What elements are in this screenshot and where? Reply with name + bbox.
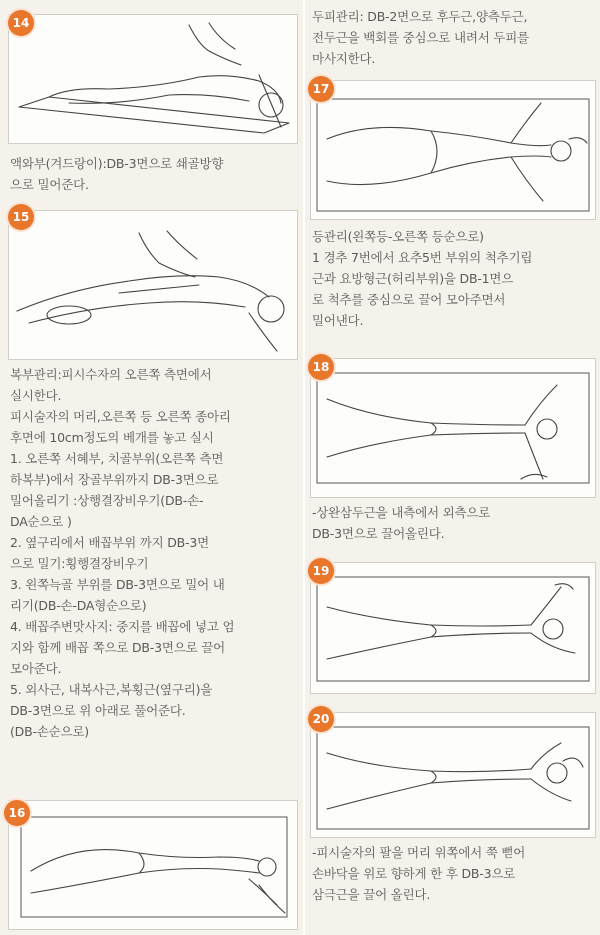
step-15-line: 1. 오른쪽 서혜부, 치골부위(오른쪽 측면 bbox=[10, 451, 224, 466]
axilla-massage-drawing bbox=[9, 15, 297, 143]
step-15-line: (DB-손순으로) bbox=[10, 724, 89, 739]
step-18-text bbox=[312, 502, 490, 544]
step-20-text bbox=[312, 842, 525, 905]
step-15-line: 2. 옆구리에서 배꼽부위 까지 DB-3면 bbox=[10, 535, 209, 550]
column-divider bbox=[303, 0, 305, 935]
step-15-line: 으로 밀기:횡행결장비우기 bbox=[10, 556, 149, 571]
step-15-line: 복부관리:피시수자의 오른쪽 측면에서 bbox=[10, 367, 212, 382]
step-badge-15: 15 bbox=[8, 204, 34, 230]
step-17-line: 등관리(왼쪽등-오른쪽 등순으로) bbox=[312, 229, 484, 244]
step-17-line: 1 경추 7번에서 요추5번 부위의 척추기립 bbox=[312, 250, 533, 265]
step-14-line: 액와부(겨드랑이):DB-3면으로 쇄골방향 bbox=[10, 156, 224, 171]
step-17-line: 로 척추를 중심으로 끌어 모아주면서 bbox=[312, 292, 506, 307]
scalp-care-line: 두피관리: DB-2면으로 후두근,양측두근, bbox=[312, 9, 528, 24]
step-18-line: DB-3면으로 끌어올린다. bbox=[312, 526, 445, 541]
step-15-line: 리기(DB-손-DA형순으로) bbox=[10, 598, 147, 613]
step-14-line: 으로 밀어준다. bbox=[10, 177, 89, 192]
step-20-line: 삼극근을 끌어 올린다. bbox=[312, 887, 431, 902]
back-massage-drawing bbox=[311, 81, 595, 219]
scalp-massage-drawing bbox=[9, 801, 297, 929]
step-badge-17: 17 bbox=[308, 76, 334, 102]
step-15-line: 하복부)에서 장골부위까지 DB-3면으로 bbox=[10, 472, 219, 487]
illustration-19 bbox=[310, 562, 596, 694]
step-15-line: DB-3면으로 위 아래로 풀어준다. bbox=[10, 703, 186, 718]
step-15-text bbox=[10, 364, 234, 742]
scalp-care-line: 전두근을 백회를 중심으로 내려서 두피를 bbox=[312, 30, 529, 45]
step-15-line: DA순으로 ) bbox=[10, 514, 72, 529]
abdomen-massage-drawing bbox=[9, 211, 297, 359]
arm-massage-drawing bbox=[311, 563, 595, 693]
shoulder-massage-drawing bbox=[311, 713, 595, 837]
triceps-massage-drawing bbox=[311, 359, 595, 497]
illustration-16 bbox=[8, 800, 298, 930]
step-badge-19: 19 bbox=[308, 558, 334, 584]
illustration-17 bbox=[310, 80, 596, 220]
step-20-line: 손바닥을 위로 향하게 한 후 DB-3으로 bbox=[312, 866, 516, 881]
illustration-20 bbox=[310, 712, 596, 838]
step-15-line: 실시한다. bbox=[10, 388, 62, 403]
step-17-line: 밀어낸다. bbox=[312, 313, 364, 328]
step-17-line: 근과 요방형근(허리부위)을 DB-1면으 bbox=[312, 271, 514, 286]
step-18-line: -상완삼두근을 내측에서 외측으로 bbox=[312, 505, 491, 520]
illustration-14 bbox=[8, 14, 298, 144]
step-15-line: 모아준다. bbox=[10, 661, 62, 676]
step-15-line: 밀어올리기 :상행결장비우기(DB-손- bbox=[10, 493, 204, 508]
step-17-text bbox=[312, 226, 532, 331]
scalp-care-text bbox=[312, 6, 529, 69]
step-15-line: 3. 왼쪽늑골 부위를 DB-3면으로 밀어 내 bbox=[10, 577, 225, 592]
illustration-15 bbox=[8, 210, 298, 360]
step-14-text bbox=[10, 153, 223, 195]
step-20-line: -피시술자의 팔을 머리 위쪽에서 쭉 뻗어 bbox=[312, 845, 526, 860]
step-badge-20: 20 bbox=[308, 706, 334, 732]
step-badge-16: 16 bbox=[4, 800, 30, 826]
step-badge-14: 14 bbox=[8, 10, 34, 36]
step-15-line: 후면에 10cm정도의 베개를 놓고 실시 bbox=[10, 430, 214, 445]
step-15-line: 피시술자의 머리,오른쪽 등 오른쪽 종아리 bbox=[10, 409, 231, 424]
scalp-care-line: 마사지한다. bbox=[312, 51, 376, 66]
step-badge-18: 18 bbox=[308, 354, 334, 380]
step-15-line: 지와 함께 배꼽 쪽으로 DB-3면으로 끌어 bbox=[10, 640, 225, 655]
step-15-line: 4. 배꼽주변맛사지: 중지를 배꼽에 넣고 엄 bbox=[10, 619, 235, 634]
step-15-line: 5. 외사근, 내복사근,복횡근(옆구리)을 bbox=[10, 682, 213, 697]
illustration-18 bbox=[310, 358, 596, 498]
